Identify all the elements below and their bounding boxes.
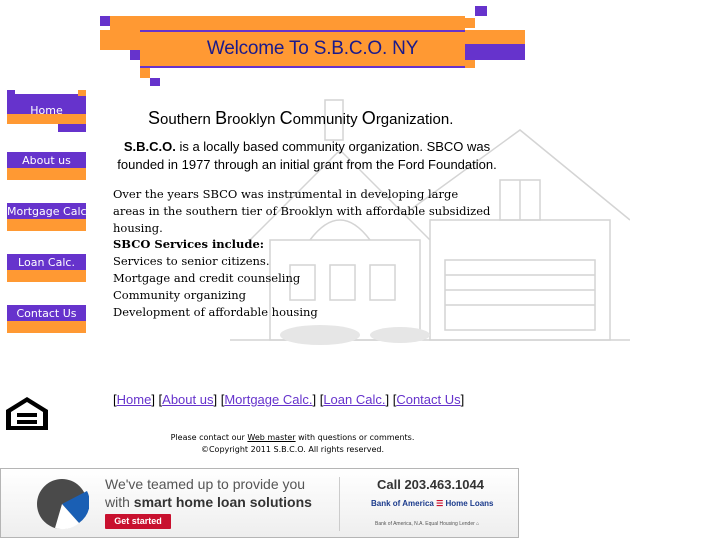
footer-nav: [Home] [About us] [Mortgage Calc.] [Loan Calc.] [Contact Us] [113, 392, 465, 407]
org-title-s-rest: outhern [160, 111, 216, 128]
service-item: Community organizing [113, 288, 247, 302]
ad-brand-sub: Home Loans [445, 499, 494, 508]
org-title-s: S [148, 108, 161, 128]
services-list [113, 236, 493, 321]
intro-bold: S.B.C.O. [123, 139, 176, 154]
ad-line-2-bold: smart home loan solutions [133, 494, 312, 510]
footer-link-mortgage[interactable]: Mortgage Calc. [224, 392, 313, 407]
org-title [148, 108, 453, 129]
intro-text: is a locally based community organization. SBCO was founded in 1977 through an initial grant from the Ford Foundation. [117, 139, 497, 172]
ad-line-2 [105, 494, 312, 510]
banner-title: Welcome To S.B.C.O. NY [206, 38, 419, 59]
services-heading: SBCO Services include: [113, 237, 265, 251]
org-title-o-rest: rganization. [375, 111, 454, 128]
ad-line-1: We've teamed up to provide you [105, 476, 306, 492]
intro-paragraph [112, 138, 502, 174]
service-item: Development of affordable housing [113, 305, 318, 319]
welcome-banner [100, 6, 525, 86]
nav-contact-label: Contact Us [16, 307, 77, 320]
ad-eho-icon: ⌂ [476, 521, 480, 527]
history-paragraph: Over the years SBCO was instrumental in developing large areas in the southern tier of Brooklyn with affordable subsidized housing. [113, 187, 491, 235]
nav-loan-label: Loan Calc. [18, 256, 75, 269]
org-title-o: O [361, 108, 376, 128]
ad-logo-icon [35, 477, 89, 531]
org-title-c: C [279, 108, 293, 128]
copyright: ©Copyright 2011 S.B.C.O. All rights reserved. [200, 445, 385, 454]
footer-link-home[interactable]: Home [116, 392, 152, 407]
nav-home-label: Home [30, 104, 63, 117]
org-title-b-rest: rooklyn [227, 111, 280, 128]
service-item: Mortgage and credit counseling [113, 271, 301, 285]
webmaster-link[interactable]: Web master [247, 433, 296, 442]
contact-note [0, 432, 585, 456]
nav-mortgage-label: Mortgage Calc. [7, 205, 91, 218]
footer-link-contact[interactable]: Contact Us [396, 392, 461, 407]
ad-fine-text: Bank of America, N.A. Equal Housing Lender [375, 521, 475, 527]
ad-banner[interactable] [0, 468, 519, 538]
ad-brand-flag-icon: ☰ [436, 499, 444, 508]
service-item: Services to senior citizens. [113, 254, 270, 268]
ad-divider [339, 477, 340, 531]
equal-housing-icon [4, 396, 50, 432]
org-title-b: B [215, 108, 228, 128]
ad-brand-name: Bank of America [371, 499, 434, 508]
footer-link-loan[interactable]: Loan Calc. [323, 392, 386, 407]
nav-loan-button[interactable] [7, 254, 86, 284]
ad-fine-print [375, 521, 479, 527]
nav-home-button[interactable] [7, 96, 86, 126]
ad-phone: Call 203.463.1044 [377, 477, 484, 492]
get-started-button[interactable]: Get started [105, 514, 171, 529]
contact-pre: Please contact our [170, 433, 248, 442]
ad-line-2-pre: with [105, 494, 134, 510]
ad-brand [371, 499, 494, 508]
nav-about-label: About us [22, 154, 71, 167]
org-title-c-rest: ommunity [292, 111, 362, 128]
nav-contact-button[interactable] [7, 305, 86, 335]
nav-about-button[interactable] [7, 152, 86, 182]
footer-link-about[interactable]: About us [162, 392, 214, 407]
nav-mortgage-button[interactable] [7, 203, 91, 233]
contact-post: with questions or comments. [295, 433, 415, 442]
